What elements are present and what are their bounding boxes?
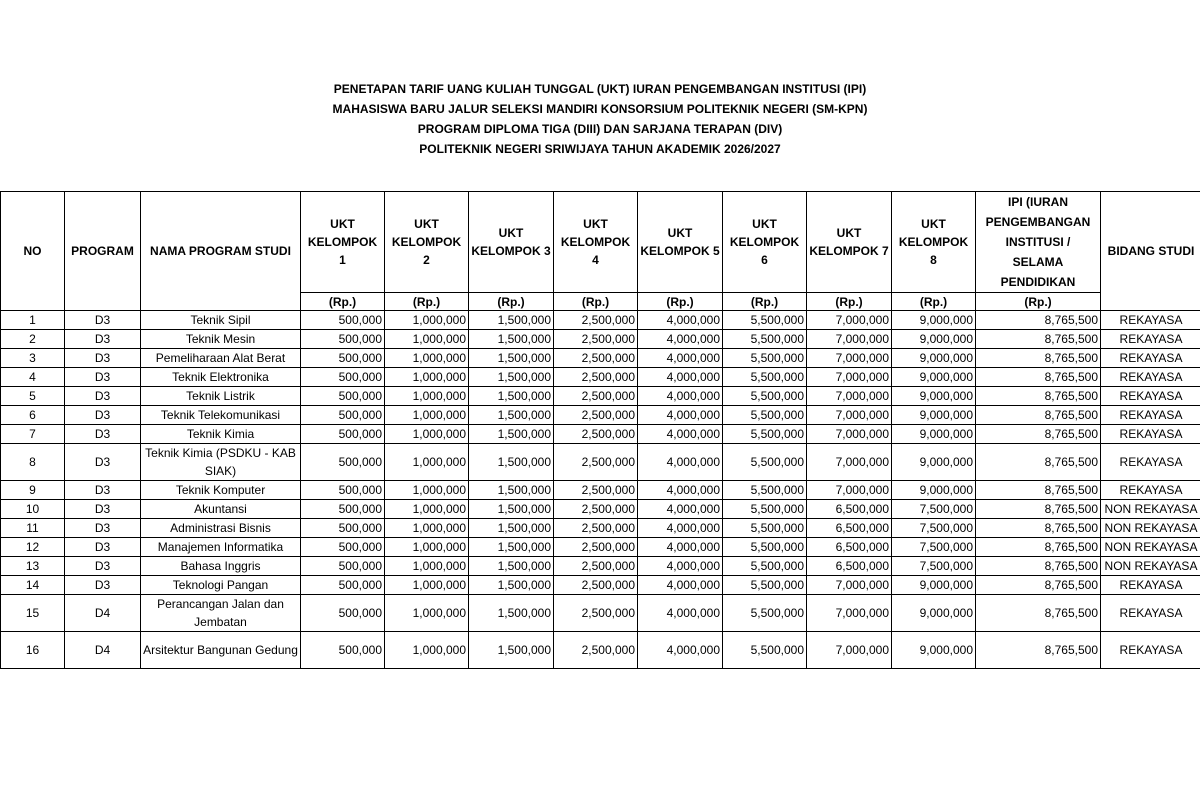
cell-ukt-kelompok-1: 500,000 [301,632,385,669]
cell-ukt-kelompok-7: 6,500,000 [807,538,892,557]
cell-program: D3 [65,406,141,425]
table-row [1,387,1200,406]
table-row [1,538,1200,557]
header-ukt-kelompok-5: UKT KELOMPOK 5 [638,192,723,293]
cell-ukt-kelompok-4: 2,500,000 [554,425,638,444]
cell-no: 12 [1,538,65,557]
cell-ukt-kelompok-4: 2,500,000 [554,632,638,669]
cell-ukt-kelompok-2: 1,000,000 [385,387,469,406]
cell-ukt-kelompok-7: 7,000,000 [807,595,892,632]
table-row [1,519,1200,538]
cell-ukt-kelompok-4: 2,500,000 [554,349,638,368]
cell-bidang-studi: REKAYASA [1101,387,1200,406]
cell-ipi: 8,765,500 [976,406,1101,425]
unit-ukt-6: (Rp.) [723,293,807,311]
header-ipi: IPI (IURAN PENGEMBANGAN INSTITUSI / SELAMA PENDIDIKAN [976,192,1101,293]
cell-nama-program-studi: Akuntansi [141,500,301,519]
cell-no: 5 [1,387,65,406]
cell-program: D3 [65,557,141,576]
cell-ukt-kelompok-2: 1,000,000 [385,368,469,387]
table-row [1,632,1200,669]
cell-ukt-kelompok-8: 9,000,000 [892,311,976,330]
cell-ipi: 8,765,500 [976,311,1101,330]
cell-bidang-studi: REKAYASA [1101,349,1200,368]
cell-ukt-kelompok-1: 500,000 [301,368,385,387]
cell-program: D3 [65,349,141,368]
cell-ukt-kelompok-8: 9,000,000 [892,425,976,444]
cell-ukt-kelompok-2: 1,000,000 [385,425,469,444]
header-ukt-kelompok-4: UKT KELOMPOK 4 [554,192,638,293]
cell-ukt-kelompok-7: 6,500,000 [807,557,892,576]
cell-bidang-studi: REKAYASA [1101,368,1200,387]
cell-ukt-kelompok-4: 2,500,000 [554,330,638,349]
title-line-1: PENETAPAN TARIF UANG KULIAH TUNGGAL (UKT) IURAN PENGEMBANGAN INSTITUSI (IPI) [333,82,867,96]
table-row [1,425,1200,444]
cell-ukt-kelompok-8: 7,500,000 [892,557,976,576]
cell-ukt-kelompok-7: 7,000,000 [807,632,892,669]
cell-ukt-kelompok-4: 2,500,000 [554,500,638,519]
cell-ukt-kelompok-6: 5,500,000 [723,387,807,406]
cell-no: 1 [1,311,65,330]
cell-ukt-kelompok-6: 5,500,000 [723,444,807,481]
cell-ukt-kelompok-6: 5,500,000 [723,557,807,576]
cell-ukt-kelompok-1: 500,000 [301,444,385,481]
cell-ukt-kelompok-1: 500,000 [301,406,385,425]
cell-ipi: 8,765,500 [976,500,1101,519]
table-row [1,349,1200,368]
cell-ukt-kelompok-2: 1,000,000 [385,557,469,576]
cell-ukt-kelompok-3: 1,500,000 [469,330,554,349]
table-row [1,595,1200,632]
cell-no: 9 [1,481,65,500]
table-row [1,311,1200,330]
cell-ukt-kelompok-3: 1,500,000 [469,632,554,669]
cell-ukt-kelompok-7: 7,000,000 [807,481,892,500]
header-ukt-kelompok-3: UKT KELOMPOK 3 [469,192,554,293]
cell-ipi: 8,765,500 [976,595,1101,632]
cell-nama-program-studi: Pemeliharaan Alat Berat [141,349,301,368]
cell-ukt-kelompok-1: 500,000 [301,557,385,576]
cell-ukt-kelompok-6: 5,500,000 [723,595,807,632]
cell-ukt-kelompok-5: 4,000,000 [638,406,723,425]
table-row [1,444,1200,481]
table-row [1,500,1200,519]
cell-ukt-kelompok-8: 9,000,000 [892,444,976,481]
cell-ukt-kelompok-6: 5,500,000 [723,538,807,557]
cell-ukt-kelompok-4: 2,500,000 [554,387,638,406]
cell-ukt-kelompok-1: 500,000 [301,519,385,538]
cell-ukt-kelompok-2: 1,000,000 [385,576,469,595]
cell-bidang-studi: REKAYASA [1101,311,1200,330]
cell-no: 15 [1,595,65,632]
cell-ukt-kelompok-8: 9,000,000 [892,576,976,595]
cell-ukt-kelompok-6: 5,500,000 [723,406,807,425]
cell-ukt-kelompok-2: 1,000,000 [385,349,469,368]
cell-ukt-kelompok-1: 500,000 [301,311,385,330]
cell-ukt-kelompok-7: 7,000,000 [807,368,892,387]
cell-nama-program-studi: Teknik Elektronika [141,368,301,387]
cell-ukt-kelompok-1: 500,000 [301,538,385,557]
unit-ukt-5: (Rp.) [638,293,723,311]
cell-ukt-kelompok-2: 1,000,000 [385,330,469,349]
cell-bidang-studi: NON REKAYASA [1101,519,1200,538]
cell-program: D3 [65,500,141,519]
cell-ukt-kelompok-4: 2,500,000 [554,519,638,538]
cell-ukt-kelompok-3: 1,500,000 [469,481,554,500]
cell-ipi: 8,765,500 [976,368,1101,387]
cell-no: 14 [1,576,65,595]
cell-ukt-kelompok-3: 1,500,000 [469,444,554,481]
cell-ukt-kelompok-4: 2,500,000 [554,481,638,500]
cell-ukt-kelompok-4: 2,500,000 [554,406,638,425]
cell-ukt-kelompok-5: 4,000,000 [638,444,723,481]
cell-ukt-kelompok-7: 7,000,000 [807,387,892,406]
cell-ukt-kelompok-3: 1,500,000 [469,519,554,538]
cell-program: D3 [65,311,141,330]
cell-ukt-kelompok-2: 1,000,000 [385,538,469,557]
cell-ukt-kelompok-7: 7,000,000 [807,349,892,368]
cell-no: 3 [1,349,65,368]
cell-bidang-studi: REKAYASA [1101,481,1200,500]
cell-nama-program-studi: Teknik Mesin [141,330,301,349]
cell-ukt-kelompok-5: 4,000,000 [638,311,723,330]
cell-ukt-kelompok-7: 7,000,000 [807,425,892,444]
cell-ukt-kelompok-2: 1,000,000 [385,595,469,632]
cell-bidang-studi: REKAYASA [1101,632,1200,669]
cell-ipi: 8,765,500 [976,632,1101,669]
cell-ukt-kelompok-5: 4,000,000 [638,595,723,632]
table-row [1,330,1200,349]
cell-ukt-kelompok-7: 7,000,000 [807,311,892,330]
cell-nama-program-studi: Administrasi Bisnis [141,519,301,538]
cell-ukt-kelompok-7: 6,500,000 [807,500,892,519]
cell-ukt-kelompok-2: 1,000,000 [385,444,469,481]
cell-ukt-kelompok-1: 500,000 [301,481,385,500]
cell-bidang-studi: NON REKAYASA [1101,500,1200,519]
title-line-3: PROGRAM DIPLOMA TIGA (DIII) DAN SARJANA TERAPAN (DIV) [417,122,783,136]
cell-ukt-kelompok-6: 5,500,000 [723,311,807,330]
cell-ipi: 8,765,500 [976,330,1101,349]
unit-ukt-7: (Rp.) [807,293,892,311]
title-line-4: POLITEKNIK NEGERI SRIWIJAYA TAHUN AKADEMIK 2026/2027 [419,142,781,156]
cell-ukt-kelompok-1: 500,000 [301,595,385,632]
cell-ukt-kelompok-1: 500,000 [301,500,385,519]
cell-ukt-kelompok-3: 1,500,000 [469,425,554,444]
cell-no: 6 [1,406,65,425]
header-no: NO [1,192,65,311]
cell-nama-program-studi: Teknik Komputer [141,481,301,500]
unit-ukt-3: (Rp.) [469,293,554,311]
cell-ukt-kelompok-3: 1,500,000 [469,538,554,557]
cell-program: D3 [65,425,141,444]
cell-ipi: 8,765,500 [976,557,1101,576]
cell-no: 2 [1,330,65,349]
table-row [1,481,1200,500]
cell-ukt-kelompok-6: 5,500,000 [723,519,807,538]
cell-bidang-studi: NON REKAYASA [1101,538,1200,557]
cell-program: D3 [65,368,141,387]
cell-ipi: 8,765,500 [976,519,1101,538]
cell-ukt-kelompok-5: 4,000,000 [638,538,723,557]
cell-ukt-kelompok-6: 5,500,000 [723,330,807,349]
cell-program: D4 [65,595,141,632]
cell-ukt-kelompok-7: 6,500,000 [807,519,892,538]
cell-program: D3 [65,576,141,595]
cell-ukt-kelompok-4: 2,500,000 [554,576,638,595]
cell-no: 4 [1,368,65,387]
unit-ukt-4: (Rp.) [554,293,638,311]
unit-ipi: (Rp.) [976,293,1101,311]
cell-ukt-kelompok-3: 1,500,000 [469,595,554,632]
cell-ukt-kelompok-1: 500,000 [301,349,385,368]
header-ukt-kelompok-6: UKT KELOMPOK 6 [723,192,807,293]
cell-nama-program-studi: Teknik Kimia (PSDKU - KAB SIAK) [141,444,301,481]
header-program: PROGRAM [65,192,141,311]
cell-ukt-kelompok-2: 1,000,000 [385,500,469,519]
cell-ipi: 8,765,500 [976,576,1101,595]
cell-program: D3 [65,444,141,481]
cell-ukt-kelompok-3: 1,500,000 [469,311,554,330]
table-header [1,192,1200,311]
cell-nama-program-studi: Arsitektur Bangunan Gedung [141,632,301,669]
cell-ukt-kelompok-7: 7,000,000 [807,406,892,425]
cell-ipi: 8,765,500 [976,425,1101,444]
cell-nama-program-studi: Teknik Listrik [141,387,301,406]
unit-ukt-1: (Rp.) [301,293,385,311]
table-row [1,557,1200,576]
cell-ukt-kelompok-5: 4,000,000 [638,330,723,349]
cell-ukt-kelompok-8: 9,000,000 [892,481,976,500]
cell-ukt-kelompok-4: 2,500,000 [554,595,638,632]
cell-bidang-studi: REKAYASA [1101,576,1200,595]
cell-ukt-kelompok-6: 5,500,000 [723,349,807,368]
cell-ukt-kelompok-4: 2,500,000 [554,368,638,387]
cell-no: 10 [1,500,65,519]
cell-no: 7 [1,425,65,444]
cell-program: D4 [65,632,141,669]
cell-ukt-kelompok-6: 5,500,000 [723,425,807,444]
cell-ukt-kelompok-8: 9,000,000 [892,595,976,632]
cell-bidang-studi: REKAYASA [1101,406,1200,425]
cell-program: D3 [65,330,141,349]
header-ukt-kelompok-1: UKT KELOMPOK 1 [301,192,385,293]
cell-nama-program-studi: Manajemen Informatika [141,538,301,557]
cell-ukt-kelompok-3: 1,500,000 [469,406,554,425]
cell-ukt-kelompok-1: 500,000 [301,387,385,406]
cell-ukt-kelompok-2: 1,000,000 [385,406,469,425]
cell-ukt-kelompok-8: 9,000,000 [892,330,976,349]
cell-no: 16 [1,632,65,669]
cell-ukt-kelompok-2: 1,000,000 [385,519,469,538]
title-line-2: MAHASISWA BARU JALUR SELEKSI MANDIRI KONSORSIUM POLITEKNIK NEGERI (SM-KPN) [332,102,868,116]
cell-ukt-kelompok-8: 9,000,000 [892,349,976,368]
cell-ukt-kelompok-5: 4,000,000 [638,557,723,576]
table-body [1,311,1200,669]
cell-ukt-kelompok-4: 2,500,000 [554,444,638,481]
cell-bidang-studi: REKAYASA [1101,330,1200,349]
cell-ukt-kelompok-8: 9,000,000 [892,632,976,669]
cell-program: D3 [65,538,141,557]
cell-nama-program-studi: Perancangan Jalan dan Jembatan [141,595,301,632]
table-row [1,576,1200,595]
cell-bidang-studi: REKAYASA [1101,425,1200,444]
cell-ukt-kelompok-6: 5,500,000 [723,576,807,595]
header-ukt-kelompok-7: UKT KELOMPOK 7 [807,192,892,293]
cell-ukt-kelompok-3: 1,500,000 [469,576,554,595]
cell-ukt-kelompok-5: 4,000,000 [638,349,723,368]
cell-ukt-kelompok-5: 4,000,000 [638,576,723,595]
cell-ukt-kelompok-8: 7,500,000 [892,538,976,557]
cell-bidang-studi: REKAYASA [1101,595,1200,632]
cell-ukt-kelompok-3: 1,500,000 [469,349,554,368]
header-ukt-kelompok-2: UKT KELOMPOK 2 [385,192,469,293]
cell-nama-program-studi: Teknik Telekomunikasi [141,406,301,425]
cell-ukt-kelompok-5: 4,000,000 [638,425,723,444]
table-row [1,406,1200,425]
cell-ukt-kelompok-8: 9,000,000 [892,368,976,387]
cell-ukt-kelompok-3: 1,500,000 [469,500,554,519]
cell-ukt-kelompok-7: 7,000,000 [807,444,892,481]
document-title [0,79,1200,159]
cell-bidang-studi: NON REKAYASA [1101,557,1200,576]
cell-ukt-kelompok-5: 4,000,000 [638,387,723,406]
cell-ukt-kelompok-7: 7,000,000 [807,330,892,349]
cell-ukt-kelompok-3: 1,500,000 [469,557,554,576]
cell-ipi: 8,765,500 [976,387,1101,406]
cell-program: D3 [65,519,141,538]
cell-nama-program-studi: Teknik Kimia [141,425,301,444]
cell-ukt-kelompok-4: 2,500,000 [554,311,638,330]
cell-program: D3 [65,481,141,500]
unit-ukt-8: (Rp.) [892,293,976,311]
cell-ukt-kelompok-6: 5,500,000 [723,368,807,387]
cell-ukt-kelompok-5: 4,000,000 [638,481,723,500]
cell-ukt-kelompok-5: 4,000,000 [638,519,723,538]
cell-ukt-kelompok-2: 1,000,000 [385,632,469,669]
cell-ukt-kelompok-3: 1,500,000 [469,387,554,406]
cell-ukt-kelompok-4: 2,500,000 [554,538,638,557]
cell-ukt-kelompok-6: 5,500,000 [723,632,807,669]
cell-no: 8 [1,444,65,481]
cell-nama-program-studi: Teknologi Pangan [141,576,301,595]
header-bidang-studi: BIDANG STUDI [1101,192,1200,311]
cell-ukt-kelompok-2: 1,000,000 [385,481,469,500]
cell-nama-program-studi: Teknik Sipil [141,311,301,330]
header-ukt-kelompok-8: UKT KELOMPOK 8 [892,192,976,293]
cell-ukt-kelompok-5: 4,000,000 [638,368,723,387]
cell-ukt-kelompok-3: 1,500,000 [469,368,554,387]
cell-ukt-kelompok-5: 4,000,000 [638,632,723,669]
cell-ipi: 8,765,500 [976,444,1101,481]
table-row [1,368,1200,387]
cell-ukt-kelompok-8: 7,500,000 [892,519,976,538]
cell-program: D3 [65,387,141,406]
cell-ipi: 8,765,500 [976,538,1101,557]
cell-nama-program-studi: Bahasa Inggris [141,557,301,576]
cell-ukt-kelompok-8: 7,500,000 [892,500,976,519]
tariff-table [0,191,1200,669]
cell-ukt-kelompok-1: 500,000 [301,576,385,595]
cell-ukt-kelompok-6: 5,500,000 [723,481,807,500]
cell-ukt-kelompok-8: 9,000,000 [892,387,976,406]
unit-ukt-2: (Rp.) [385,293,469,311]
cell-ukt-kelompok-6: 5,500,000 [723,500,807,519]
cell-ukt-kelompok-1: 500,000 [301,330,385,349]
cell-ukt-kelompok-4: 2,500,000 [554,557,638,576]
cell-no: 11 [1,519,65,538]
cell-ukt-kelompok-7: 7,000,000 [807,576,892,595]
cell-ipi: 8,765,500 [976,481,1101,500]
cell-bidang-studi: REKAYASA [1101,444,1200,481]
cell-ipi: 8,765,500 [976,349,1101,368]
header-nama-program-studi: NAMA PROGRAM STUDI [141,192,301,311]
cell-ukt-kelompok-1: 500,000 [301,425,385,444]
cell-ukt-kelompok-8: 9,000,000 [892,406,976,425]
cell-ukt-kelompok-5: 4,000,000 [638,500,723,519]
cell-no: 13 [1,557,65,576]
cell-ukt-kelompok-2: 1,000,000 [385,311,469,330]
